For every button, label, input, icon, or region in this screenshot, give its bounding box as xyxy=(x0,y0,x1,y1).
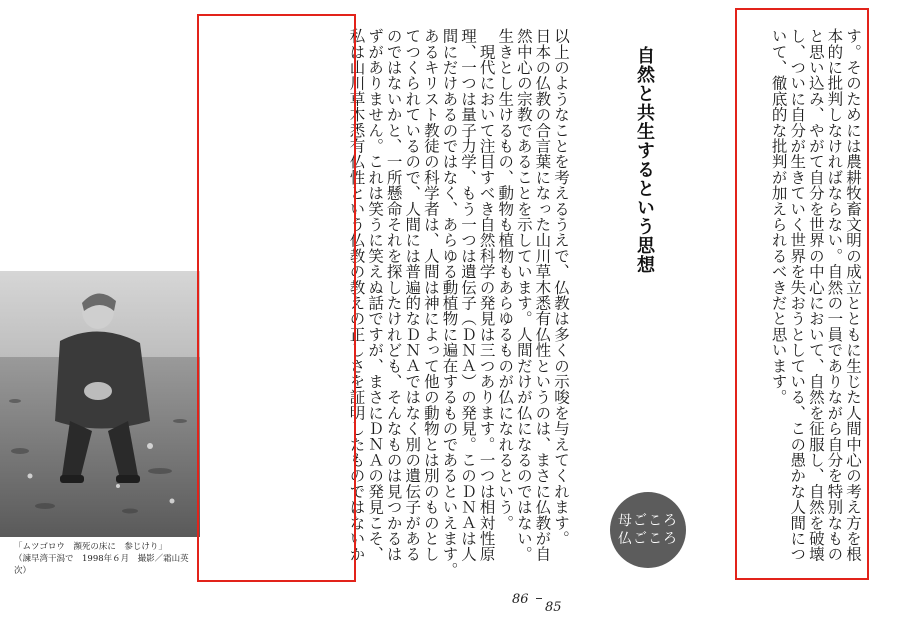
text-line: 然中心の宗教であることを示しています。人間だけが仏になるのではない。 xyxy=(514,28,533,562)
section-heading: 自然と共生するという思想 xyxy=(634,46,655,274)
text-line: 本的に批判しなければならない。自然の一員でありながら自分を特別なもの xyxy=(825,28,844,562)
text-line: 間にだけあるのではなく、あらゆる動植物に遍在するものであるといえます。 xyxy=(440,28,459,578)
left-page-text-column xyxy=(203,28,570,580)
page-number-left: 86 xyxy=(512,592,529,607)
photo-man-crouching-on-mudflat xyxy=(0,271,200,537)
caption-line: 「ムツゴロウ 瀕死の床に 参じけり」 xyxy=(14,542,167,552)
text-line: 理、一つは量子力学、もう一つは遺伝子（ＤＮＡ）の発見。このＤＮＡは人 xyxy=(459,28,478,562)
text-line: 生きとし生けるもの、動物も植物もあらゆるものが仏になれるという。 xyxy=(496,28,515,531)
text-line: 日本の仏教の合言葉になった山川草木悉有仏性というのは、まさに仏教が自 xyxy=(533,28,552,562)
badge-line: 仏ごころ xyxy=(618,531,678,547)
text-line: 以上のようなことを考えるうえで、仏教は多くの示唆を与えてくれます。 xyxy=(552,28,570,547)
text-line: し、ついに自分が生きていく世界を失おうとしている、この愚かな人間につ xyxy=(788,28,807,562)
text-line: いて、徹底的な批判が加えられるべきだと思います。 xyxy=(769,28,788,405)
text-line: 私は山川草木悉有仏性という仏教の教えの正しさを証明したものではないか xyxy=(347,28,366,562)
badge-line: 母ごころ xyxy=(618,513,678,529)
caption-line: （諫早湾干潟で 1998年６月 撮影／霜山英次） xyxy=(14,554,189,576)
text-line: 現代において注目すべき自然科学の発見は三つあります。一つは相対性原 xyxy=(477,28,496,562)
text-line: と思い込み、やがて自分を世界の中心において、自然を征服し、自然を破壊 xyxy=(806,28,825,562)
page-number-right: 85 xyxy=(545,600,562,615)
text-line: あるキリスト教徒の科学者は、人間は神によって他の動物とは別のものとし xyxy=(421,28,440,562)
photo-caption xyxy=(14,541,196,577)
text-line: のではないかと、一所懸命それを探したけれども、そんなものは見つかるは xyxy=(384,28,403,562)
text-line: てつくられているので、人間には普遍的なＤＮＡではなく別の遺伝子がある xyxy=(403,28,422,562)
text-line: ずがありません。これは笑うに笑えぬ話ですが、まさにＤＮＡの発見こそ、 xyxy=(366,28,385,562)
photo-image xyxy=(0,271,200,537)
page-divider-dash xyxy=(536,598,542,599)
section-badge xyxy=(610,492,686,568)
text-line: す。そのためには農耕牧畜文明の成立とともに生じた人間中心の考え方を根 xyxy=(844,28,862,562)
right-page-text-column xyxy=(740,28,862,580)
